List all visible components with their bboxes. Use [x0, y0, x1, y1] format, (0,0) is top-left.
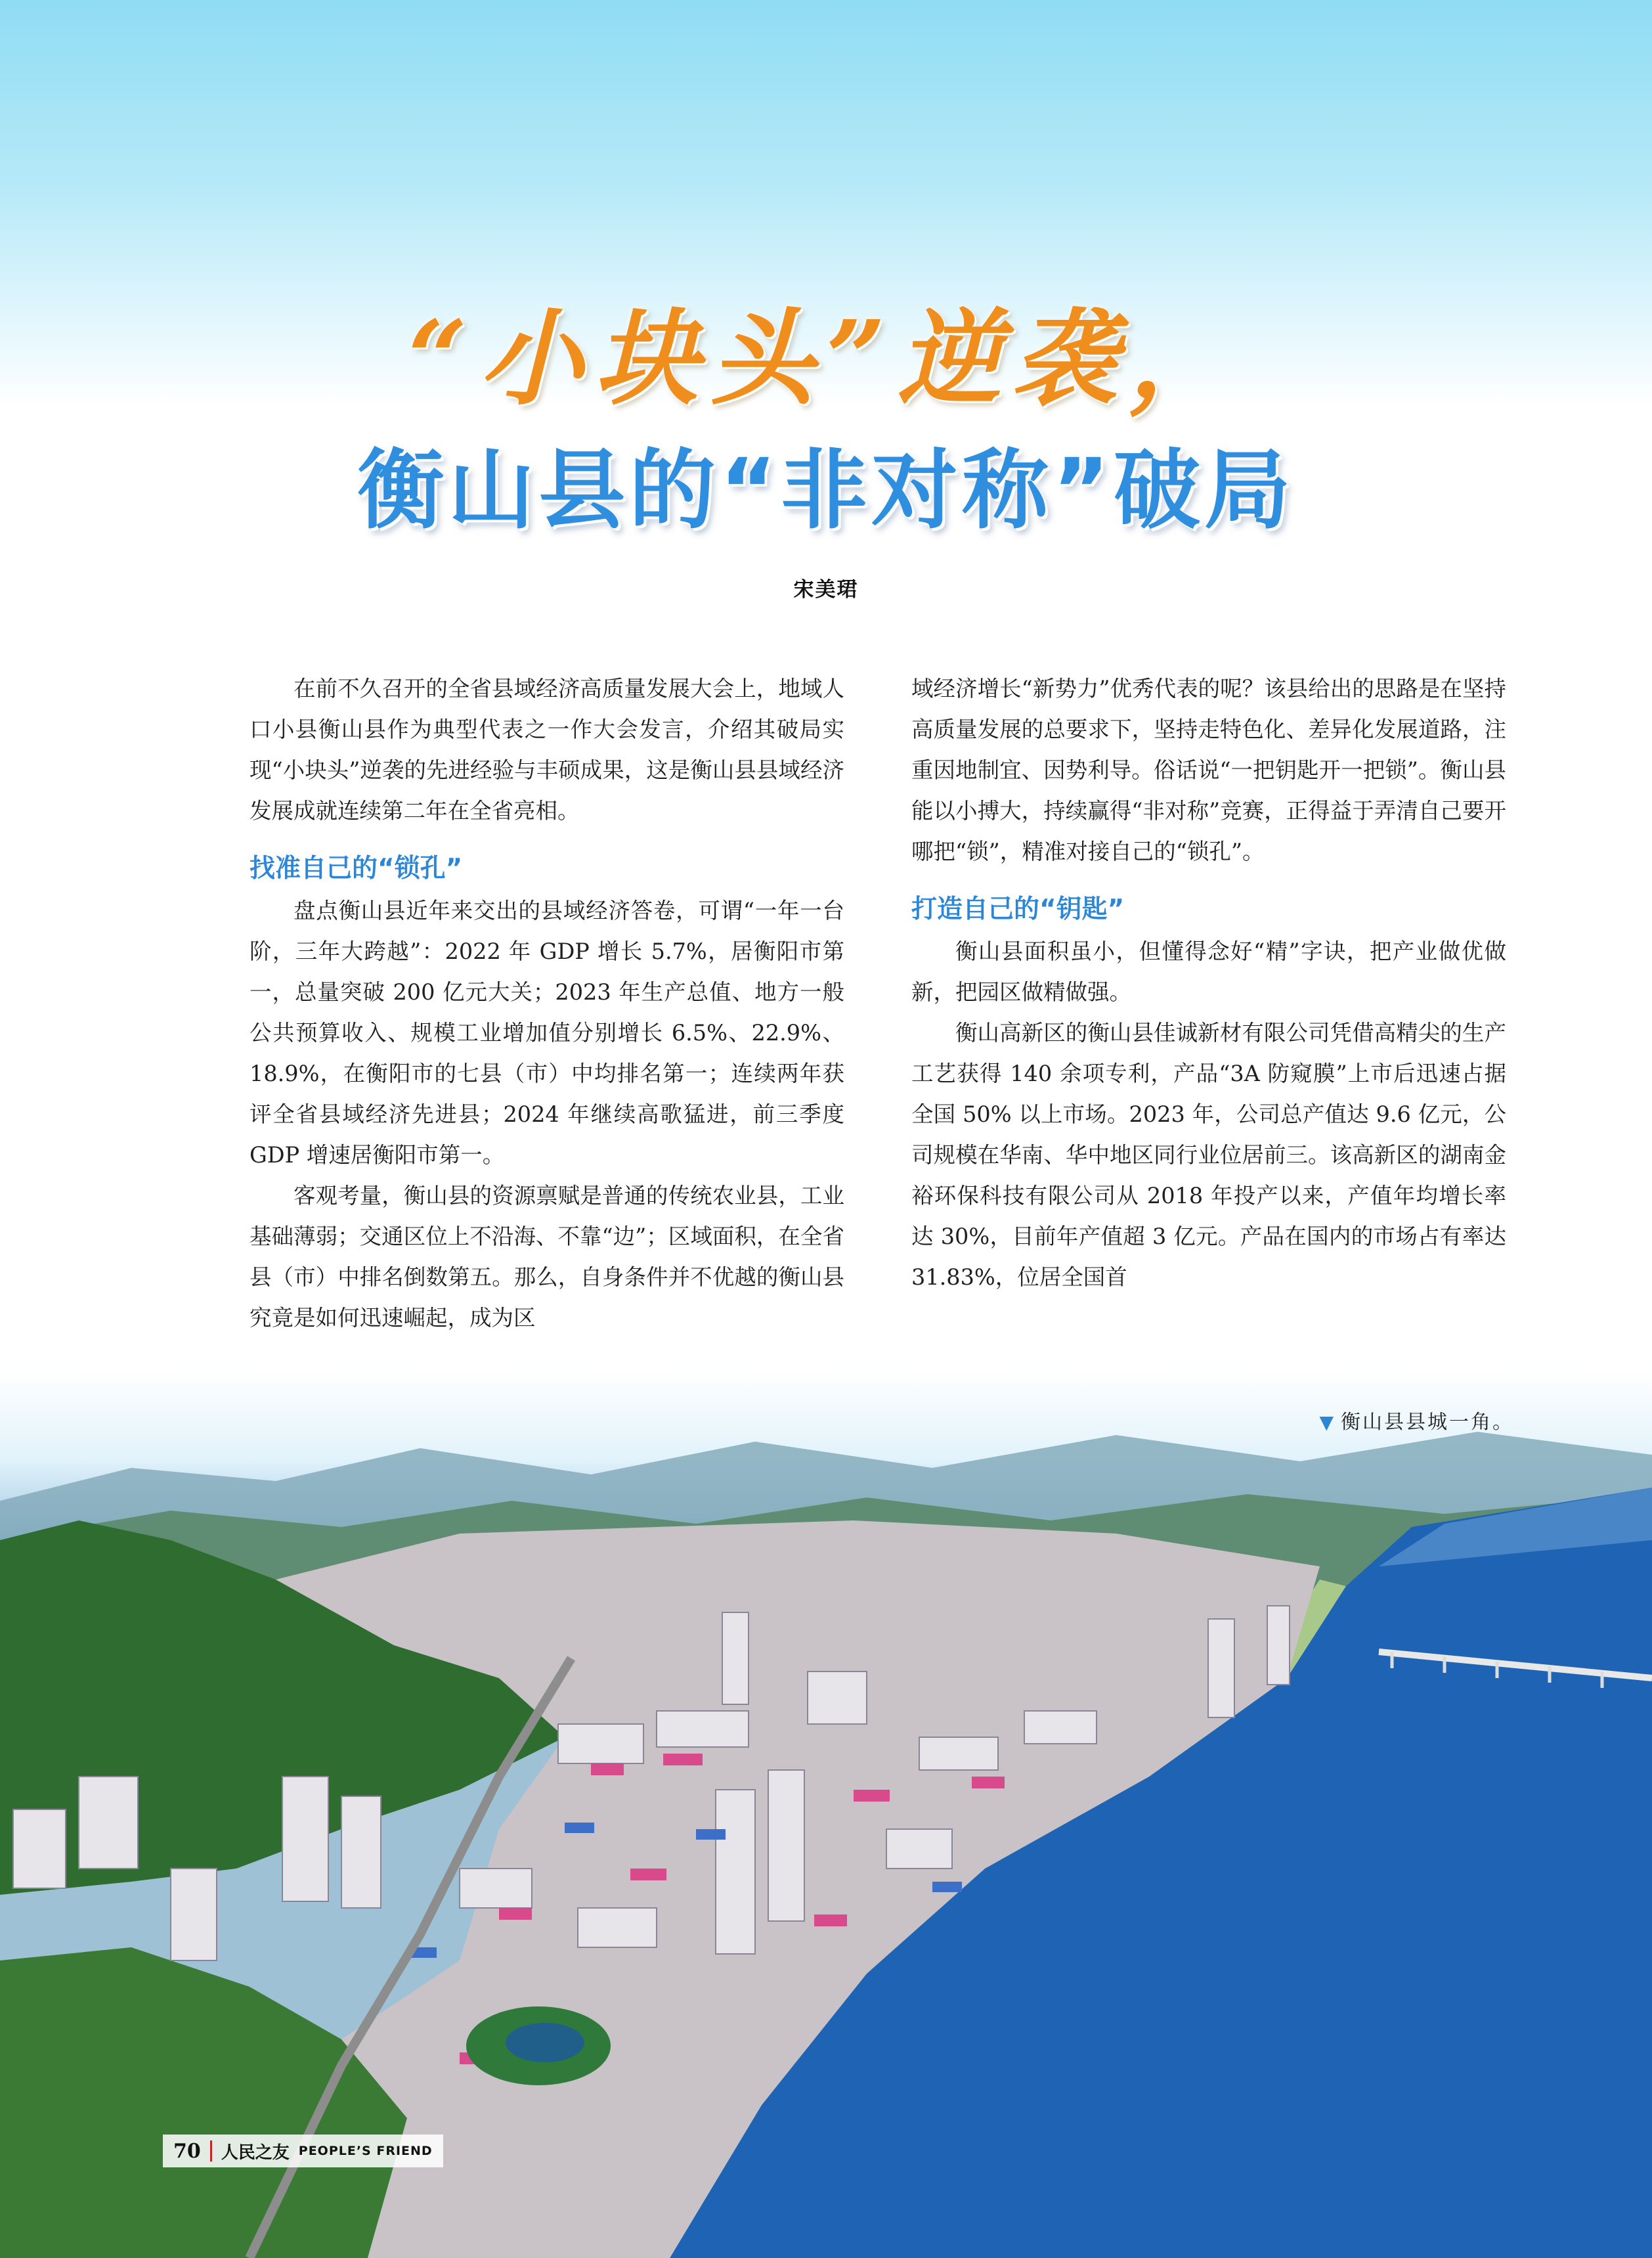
page-folio [163, 2135, 443, 2167]
article-column-left [250, 669, 844, 1339]
intro-paragraph: 在前不久召开的全省县域经济高质量发展大会上，地域人口小县衡山县作为典型代表之一作大会发言，介绍其破局实现“小块头”逆袭的先进经验与丰硕成果，这是衡山县县域经济发展成就连续第二年在全省亮相。 [250, 676, 844, 824]
body-paragraph: 衡山高新区的衡山县佳诚新材有限公司凭借高精尖的生产工艺获得 140 余项专利，产品“3A 防窥膜”上市后迅速占据全国 50% 以上市场。2023 年，公司总产值达 9.6 亿元，公司规模在华南、华中地区同行业位居前三。该高新区的湖南金裕环保科技有限公司从 2018 年投产以来，产值年均增长率达 30%，目前年产值超 3 亿元。产品在国内的市场占有率达 31.83%，位居全国首 [911, 1020, 1506, 1290]
aerial-city-photo [0, 1369, 1652, 2258]
aerial-photo-illustration [0, 1369, 1652, 2258]
page-number: 70 [173, 2139, 201, 2163]
body-paragraph-continued: 域经济增长“新势力”优秀代表的呢？该县给出的思路是在坚持高质量发展的总要求下，坚持走特色化、差异化发展道路，注重因地制宜、因势利导。俗话说“一把钥匙开一把锁”。衡山县能以小搏大，持续赢得“非对称”竞赛，正得益于弄清自己要开哪把“锁”，精准对接自己的“锁孔”。 [911, 676, 1506, 864]
caption-triangle-icon: ▼ [1319, 1411, 1336, 1433]
body-paragraph: 衡山县面积虽小，但懂得念好“精”字诀，把产业做优做新，把园区做精做强。 [911, 939, 1506, 1005]
headline-line1: “小块头”逆袭， [408, 298, 1244, 420]
article-column-right [911, 669, 1506, 1298]
photo-caption [1319, 1406, 1514, 1434]
body-paragraph: 盘点衡山县近年来交出的县域经济答卷，可谓“一年一台阶，三年大跨越”：2022 年 GDP 增长 5.7%，居衡阳市第一，总量突破 200 亿元大关；2023 年生产总值、地方一般公共预算收入、规模工业增加值分别增长 6.5%、22.9%、18.9%，在衡阳市的七县（市）中均排名第一；连续两年获评全省县域经济先进县；2024 年继续高歌猛进，前三季度 GDP 增速居衡阳市第一。 [250, 898, 844, 1168]
magazine-name-cn: 人民之友 [221, 2142, 290, 2163]
headline-line2: 衡山县的“非对称”破局 [357, 440, 1295, 541]
section-heading-keyhole: 找准自己的“锁孔” [250, 854, 463, 883]
magazine-name-en: PEOPLE’S FRIEND [298, 2144, 433, 2158]
body-paragraph: 客观考量，衡山县的资源禀赋是普通的传统农业县，工业基础薄弱；交通区位上不沿海、不靠“边”；区域面积，在全省县（市）中排名倒数第五。那么，自身条件并不优越的衡山县究竟是如何迅速崛起，成为区 [250, 1183, 844, 1331]
section-heading-key: 打造自己的“钥匙” [911, 895, 1125, 924]
folio-divider [210, 2140, 212, 2161]
photo-caption-text: 衡山县县城一角。 [1341, 1411, 1514, 1434]
byline: 宋美珺 [793, 578, 859, 602]
